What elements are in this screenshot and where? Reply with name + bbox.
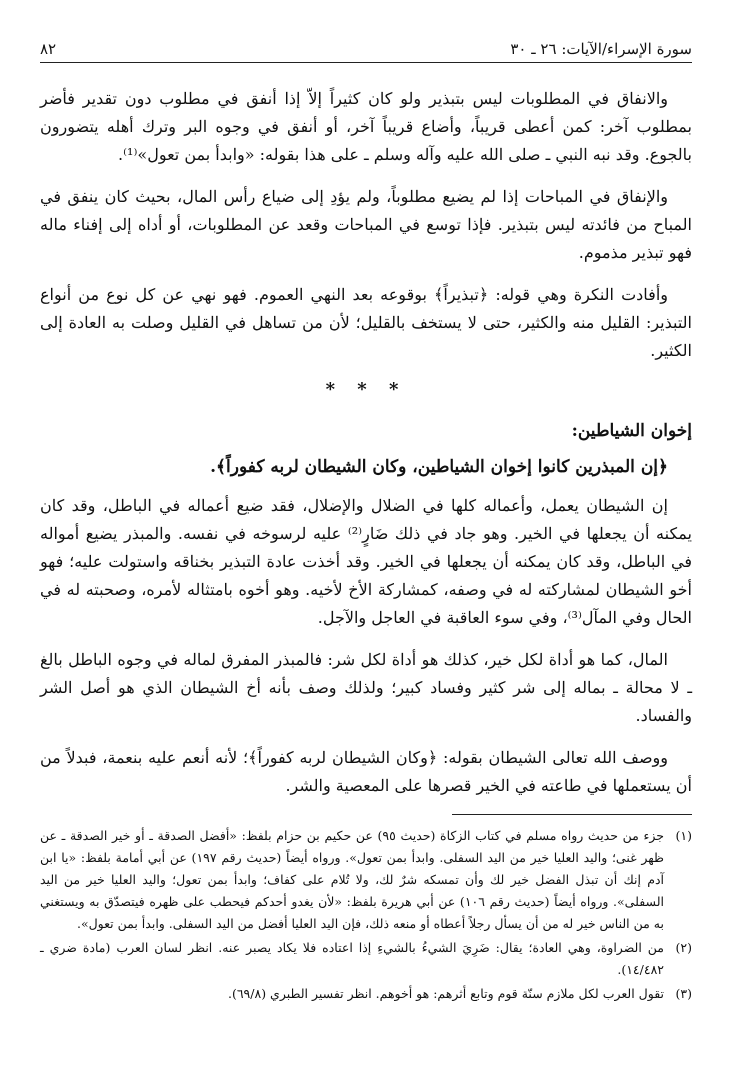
footnote-text: جزء من حديث رواه مسلم في كتاب الزكاة (حديث ٩٥) عن حكيم بن حزام بلفظ: «أفضل الصدقة ـ أو خير الصدقة ـ عن ظهر غنى؛ واليد العليا خير من اليد السفلى. وابدأ بمن تعول». ورواه أيضاً (حديث رقم ١٩٧) عن أبي أمامة بلفظ: «يا ابن آدم إنك أن تبذل الفضل خير لك وأن تمسكه شرٌ لك، ولا تُلام على كفاف؛ وابدأ بمن تعول؛ واليد العليا خير من اليد السفلى». ورواه أيضاً (حديث رقم ١٠٦) عن أبي هريرة بلفظ: «لأن يغدو أحدكم فيحطب على ظهره فيتصدّق به ويستغني به من الناس خير له من أن يسأل رجلاً أعطاه أو منعه ذلك، فإن اليد العليا أفضل من اليد السفلى. وابدأ بمن تعول». — [40, 828, 665, 931]
page-header — [40, 30, 692, 63]
footnote-divider — [452, 814, 692, 815]
footnote-number: (٣) — [675, 986, 692, 1001]
footnote — [40, 937, 692, 981]
footnote-number: (٢) — [675, 940, 692, 955]
paragraph: والانفاق في المطلوبات ليس بتبذير ولو كان كثيراً إلاّ إذا أنفق في مطلوب دون تقدير فأضر بمطلوب آخر: كمن أعطى قريباً، وأضاع قريباً آخر، أو أنفق في وجوه البر وترك أهله يتضورون بالجوع. وقد نبه النبي ـ صلى الله عليه وآله وسلم ـ على هذا بقوله: «وابدأ بمن تعول»⁽¹⁾. — [40, 89, 692, 164]
paragraph: والإنفاق في المباحات إذا لم يضيع مطلوباً، ولم يؤدِ إلى ضياع رأس المال، بحيث كان ينفق في المباح من فائدته ليس بتبذير. فإذا توسع في المباحات وقعد عن المطلوبات، أو أداه إلى إفناء ماله فهو تبذير مذموم. — [40, 187, 692, 262]
quran-verse: ﴿إن المبذرين كانوا إخوان الشياطين، وكان الشيطان لربه كفوراً﴾. — [210, 457, 668, 477]
paragraph: إن الشيطان يعمل، وأعماله كلها في الضلال والإضلال، فقد ضيع أعماله في الباطل، وقد كان يمكنه أن يجعلها في الخير. وهو جاد في ذلك ضَارٍ⁽²⁾ عليه لرسوخه في نفسه. والمبذر يضيع أمواله في الباطل، وقد كان يمكنه أن يجعلها في الخير. وقد أخذت عادة التبذير بخناقه واستولت عليه؛ فهو أخو الشيطان لمشاركته له في وصفه، كمشاركة الأخ لأخيه. وهو أخوه بامتثاله لأمره، وصحبته له في الحال وفي المآل⁽³⁾، وفي سوء العاقبة في العاجل والآجل. — [40, 496, 692, 627]
footnote-text: تقول العرب لكل ملازم سنّة قوم وتابع أثرهم: هو أخوهم. انظر تفسير الطبري (٦٩/٨). — [227, 986, 664, 1001]
section-heading: إخوان الشياطين: — [571, 421, 692, 441]
paragraph: وأفادت النكرة وهي قوله: ﴿تبذيراً﴾ بوقوعه بعد النهي العموم. فهو نهي عن كل نوع من أنواع التبذير: القليل منه والكثير، حتى لا يستخف بالقليل؛ لأن من تساهل في القليل وصلت به العادة إلى الكثير. — [40, 285, 692, 360]
footnote-text: من الضراوة، وهي العادة؛ يقال: ضَرِيَ الشيءُ بالشيءِ إذا اعتاده فلا يكاد يصبر عنه. انظر لسان العرب (مادة ضري ـ ١٤/٤٨٢). — [40, 940, 664, 977]
page-number: ٨٢ — [40, 40, 57, 58]
footnotes — [40, 825, 692, 1005]
running-title: سورة الإسراء/الآيات: ٢٦ ـ ٣٠ — [510, 40, 692, 58]
main-text — [40, 85, 692, 800]
paragraph: المال، كما هو أداة لكل خير، كذلك هو أداة لكل شر: فالمبذر المفرق لماله في وجوه الباطل بالغ ـ لا محالة ـ بماله إلى شر كثير وفساد كبير؛ ولذلك وصف بأنه أخ الشيطان الذي هو أصل الشر والفساد. — [40, 650, 693, 725]
footnote — [40, 825, 692, 935]
book-page — [40, 30, 692, 1070]
footnote — [40, 983, 692, 1005]
section-separator: * * * — [325, 379, 407, 400]
paragraph: ووصف الله تعالى الشيطان بقوله: ﴿وكان الشيطان لربه كفوراً﴾؛ لأنه أنعم عليه بنعمة، فبدلاً من أن يستعملها في طاعته في الخير قصرها على المعصية والشر. — [40, 748, 692, 795]
footnote-number: (١) — [675, 828, 692, 843]
